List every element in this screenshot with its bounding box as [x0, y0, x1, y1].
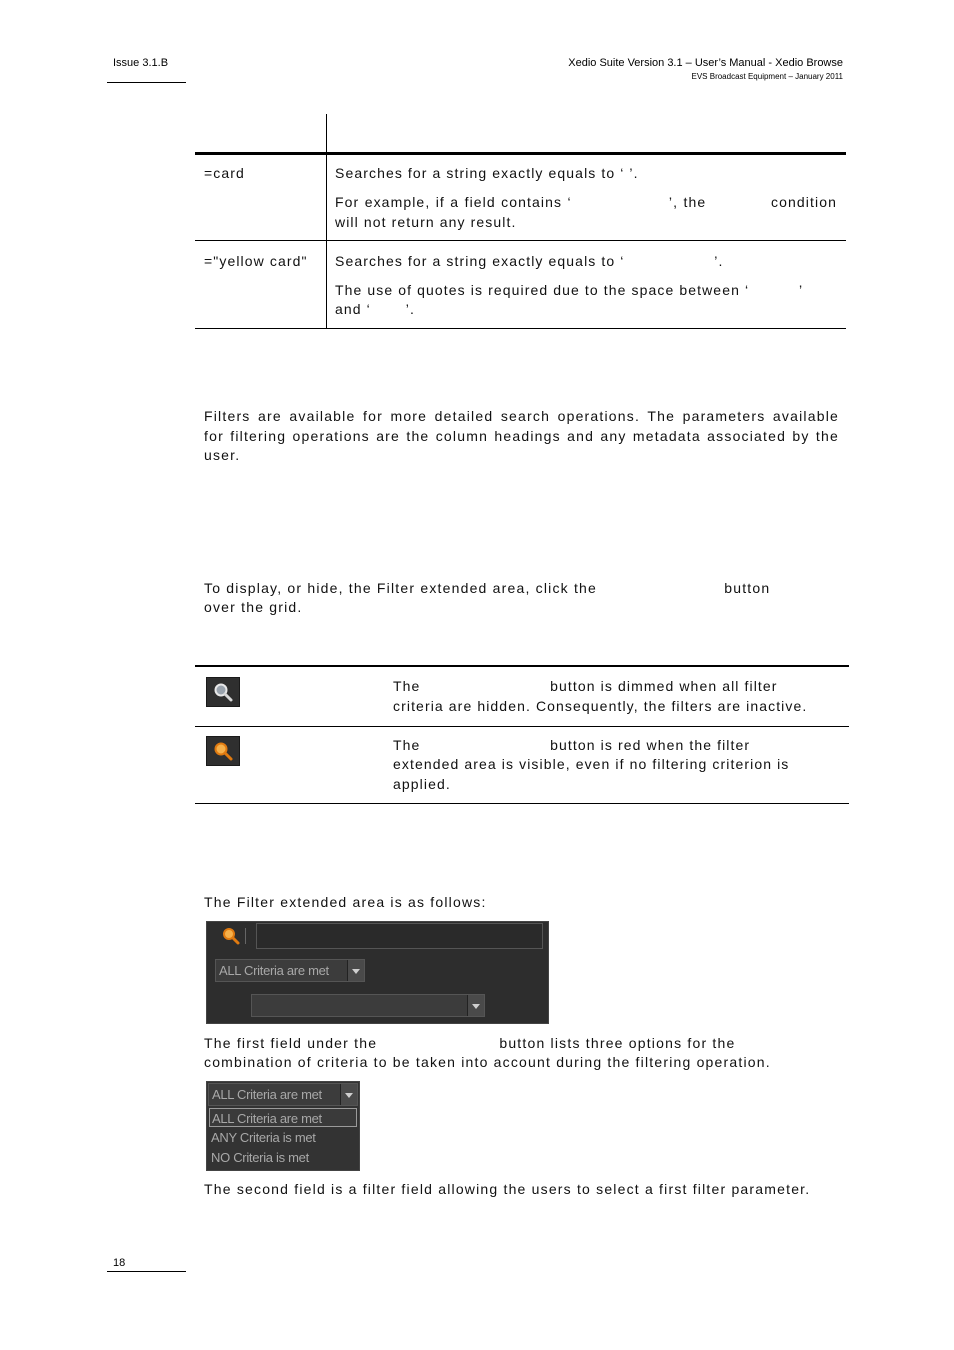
first-field-paragraph-line: combination of criteria to be taken into account during the filtering operation. — [204, 1054, 771, 1070]
table-column-divider — [326, 114, 327, 329]
table-header-rule — [195, 152, 846, 155]
table-row-divider — [195, 726, 849, 727]
chevron-down-icon[interactable] — [467, 995, 484, 1016]
table-row-key: =card — [204, 165, 245, 181]
footer-rule — [107, 1271, 186, 1272]
magnifier-dimmed-icon — [206, 677, 240, 707]
filter-search-input[interactable] — [256, 923, 543, 949]
chevron-down-icon[interactable] — [347, 960, 364, 981]
table-row-desc-line: Searches for a string exactly equals to ‘ ’. — [335, 253, 724, 269]
table-bottom-rule — [195, 328, 846, 329]
dropdown-selected-value: ALL Criteria are met — [212, 1087, 322, 1102]
table-row-key: ="yellow card" — [204, 253, 308, 269]
separator — [245, 928, 246, 944]
table-row-desc-line: applied. — [393, 776, 451, 792]
criteria-dropdown-expanded — [206, 1081, 360, 1171]
filter-extended-area — [206, 921, 549, 1024]
magnifier-red-icon[interactable] — [220, 925, 242, 947]
table-row-desc-line: The button is dimmed when all filter — [393, 678, 778, 694]
table-top-rule — [195, 665, 849, 667]
dropdown-option[interactable]: ALL Criteria are met — [209, 1108, 357, 1127]
dropdown-option[interactable]: NO Criteria is met — [211, 1150, 309, 1165]
criteria-combination-dropdown[interactable] — [208, 1083, 358, 1106]
table-row-desc-line: criteria are hidden. Consequently, the filters are inactive. — [393, 698, 808, 714]
table-row-desc-line: The button is red when the filter — [393, 737, 751, 753]
filters-intro-paragraph: Filters are available for more detailed search operations. The parameters available for filtering operations are the column headings and any metadata associated by the user. — [204, 408, 839, 463]
table-row-desc-line: For example, if a field contains ‘ ’, the condition — [335, 194, 837, 210]
display-filter-paragraph-line: To display, or hide, the Filter extended area, click the button — [204, 580, 771, 596]
header-rule — [107, 82, 186, 83]
document-title: Xedio Suite Version 3.1 – User’s Manual - Xedio Browse — [568, 57, 843, 69]
issue-label: Issue 3.1.B — [113, 57, 169, 69]
document-subtitle: EVS Broadcast Equipment – January 2011 — [691, 72, 843, 81]
page-number: 18 — [113, 1257, 126, 1269]
table-row-divider — [195, 240, 846, 241]
table-row-desc-line: The use of quotes is required due to the space between ‘ ’ — [335, 282, 804, 298]
dropdown-selected-value: ALL Criteria are met — [219, 963, 329, 978]
magnifier-red-icon — [206, 736, 240, 766]
first-field-paragraph-line: The first field under the button lists three options for the — [204, 1035, 736, 1051]
second-field-paragraph: The second field is a filter field allowing the users to select a first filter parameter. — [204, 1181, 811, 1197]
table-bottom-rule — [195, 803, 849, 804]
table-row-desc-line: Searches for a string exactly equals to ‘ ’. — [335, 165, 639, 181]
display-filter-paragraph-line: over the grid. — [204, 599, 303, 615]
table-row-desc-line: extended area is visible, even if no filtering criterion is — [393, 756, 790, 772]
filter-area-caption: The Filter extended area is as follows: — [204, 894, 487, 910]
table-row-desc-line: will not return any result. — [335, 214, 517, 230]
dropdown-option[interactable]: ANY Criteria is met — [211, 1130, 316, 1145]
table-row-desc-line: and ‘ ’. — [335, 301, 415, 317]
criteria-combination-dropdown[interactable] — [215, 959, 365, 982]
filter-parameter-dropdown[interactable] — [251, 994, 485, 1017]
chevron-down-icon[interactable] — [340, 1084, 357, 1105]
